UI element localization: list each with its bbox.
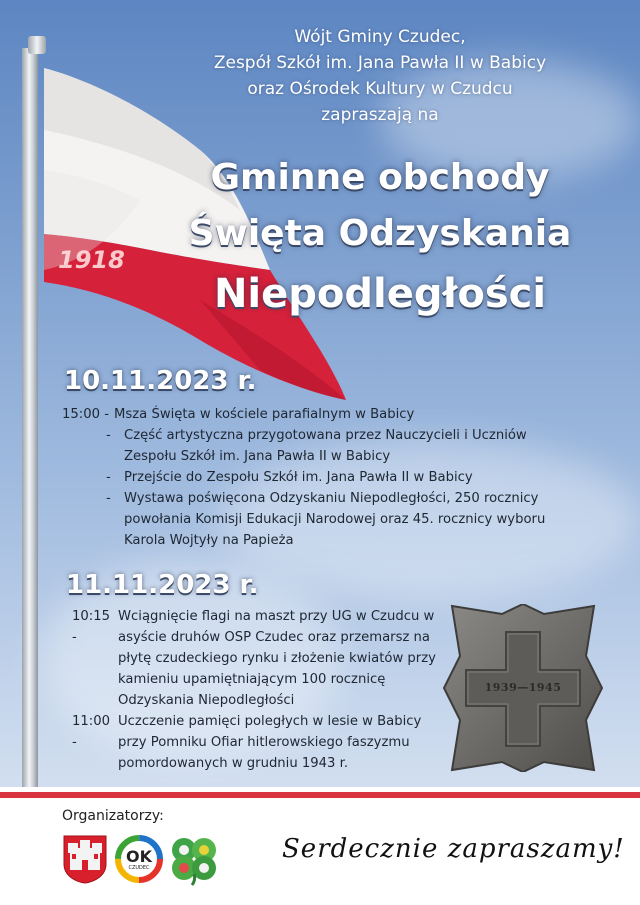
cross-inscription: 1939—1945 <box>484 681 562 694</box>
memorial-cross <box>442 604 604 772</box>
title-line-3: Niepodległości <box>213 271 547 317</box>
date-day-1: 10.11.2023 r. <box>64 366 257 396</box>
program-item <box>62 404 582 425</box>
program-time: 11:00 - <box>72 714 111 750</box>
intro-line-2: Zespół Szkół im. Jana Pawła II w Babicy <box>213 53 547 73</box>
flag-year-label: 1918 <box>58 246 125 274</box>
clover-icon <box>168 834 220 886</box>
ok-logo-subtext: CZUDEC <box>128 865 150 871</box>
program-text: Przejście do Zespołu Szkół im. Jana Pawła II w Babicy <box>124 470 473 485</box>
footer <box>0 798 640 905</box>
date-day-2: 11.11.2023 r. <box>66 570 259 600</box>
program-time: 10:15 - <box>72 609 111 645</box>
coat-of-arms-icon <box>60 834 110 884</box>
program-day-2 <box>72 606 438 774</box>
organizers-label: Organizatorzy: <box>62 808 164 824</box>
program-item: - Część artystyczna przygotowana przez Nauczycieli i Uczniów Zespołu Szkół im. Jana Pawła II w Babicy <box>62 425 582 467</box>
program-text: Wystawa poświęcona Odzyskaniu Niepodległości, 250 rocznicy powołania Komisji Edukacji Narodowej oraz 45. rocznicy wyboru Karola Wojtyły na Papieża <box>124 491 546 548</box>
school-clover-logo <box>168 834 218 884</box>
program-time: 15:00 - <box>62 407 109 422</box>
program-item: - Przejście do Zespołu Szkół im. Jana Pawła II w Babicy <box>62 467 582 488</box>
czudec-coat-of-arms-logo <box>60 834 110 884</box>
title-line-1: Gminne obchody <box>210 157 550 198</box>
program-item <box>72 711 438 774</box>
intro-line-3: oraz Ośrodek Kultury w Czudcu <box>247 79 513 99</box>
ok-logo-text: OK <box>126 847 152 866</box>
invitation-text: Serdecznie zapraszamy! <box>282 834 625 864</box>
title-line-2: Święta Odzyskania <box>188 213 572 254</box>
program-day-1 <box>62 404 582 551</box>
intro-line-1: Wójt Gminy Czudec, <box>294 27 466 47</box>
program-text: Część artystyczna przygotowana przez Nauczycieli i Uczniów Zespołu Szkół im. Jana Pawła II w Babicy <box>124 428 527 464</box>
program-text: Uczczenie pamięci poległych w lesie w Babicy przy Pomniku Ofiar hitlerowskiego faszyzmu pomordowanych w grudniu 1943 r. <box>118 714 422 771</box>
program-item <box>72 606 438 711</box>
program-text: Wciągnięcie flagi na maszt przy UG w Czudcu w asyście druhów OSP Czudec oraz przemarsz na płytę czudeckiego rynku i złożenie kwiatów przy kamieniu upamiętniającym 100 rocznicę Odzyskania Niepodległości <box>118 609 436 708</box>
program-item: - Wystawa poświęcona Odzyskaniu Niepodległości, 250 rocznicy powołania Komisji Edukacji Narodowej oraz 45. rocznicy wyboru Karola Wojtyły na Papieża <box>62 488 582 551</box>
program-text: Msza Święta w kościele parafialnym w Babicy <box>114 407 415 422</box>
intro-line-4: zapraszają na <box>321 105 439 125</box>
ok-czudec-logo <box>114 834 164 884</box>
